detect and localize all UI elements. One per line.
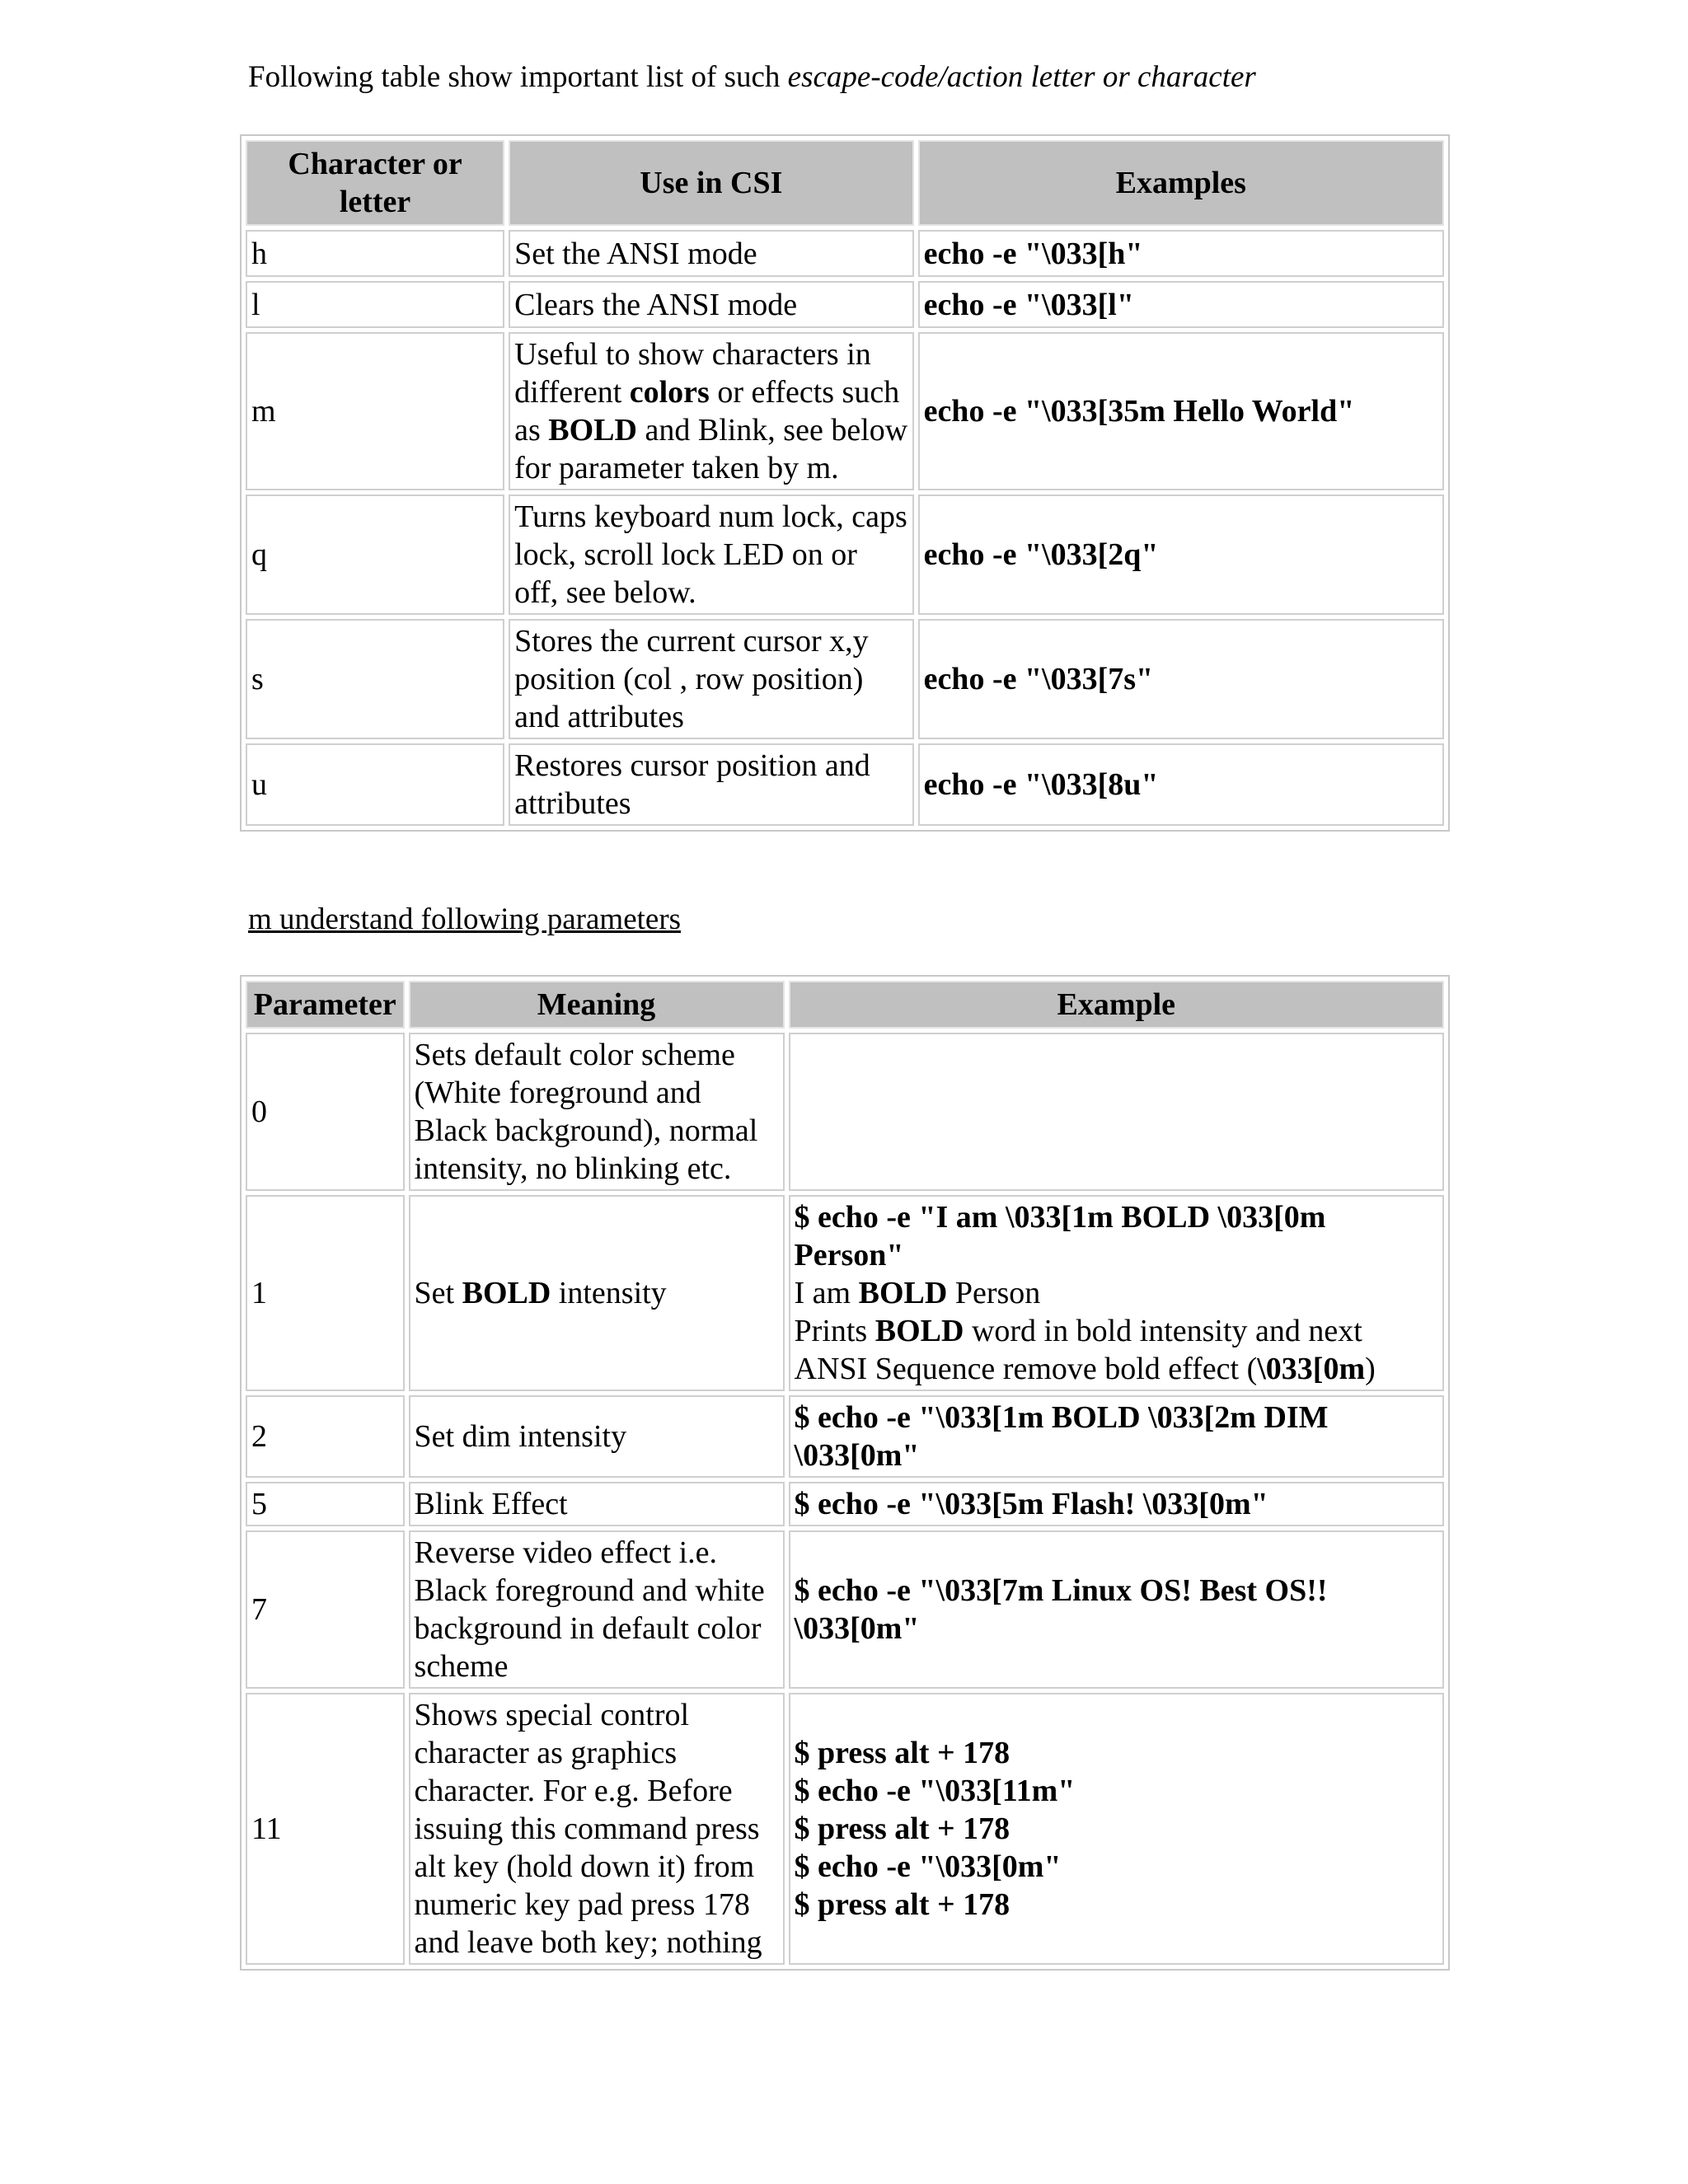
table-row <box>246 1482 1444 1526</box>
example-cell: echo -e "\033[h" <box>918 230 1444 277</box>
char-cell: m <box>246 332 504 490</box>
table-row <box>246 1693 1444 1965</box>
example-line: $ press alt + 178 <box>794 1887 1010 1922</box>
param-cell: 5 <box>246 1482 405 1526</box>
output-text: Person <box>947 1276 1041 1310</box>
example-line: $ press alt + 178 <box>794 1811 1010 1846</box>
m-parameters-heading: m understand following parameters <box>248 902 682 936</box>
char-cell: s <box>246 619 504 739</box>
table-row <box>246 1530 1444 1689</box>
meaning-bold: BOLD <box>462 1276 551 1310</box>
meaning-cell: Reverse video effect i.e. Black foreground and white background in default color scheme <box>409 1530 785 1689</box>
table-row <box>246 1195 1444 1391</box>
example-cell: echo -e "\033[8u" <box>918 743 1444 826</box>
output-text: I am <box>794 1276 859 1310</box>
param-cell: 11 <box>246 1693 405 1965</box>
example-line: $ echo -e "\033[11m" <box>794 1774 1076 1808</box>
table-row <box>246 281 1444 328</box>
intro-text: Following table show important list of such <box>248 60 788 94</box>
example-cell <box>789 1033 1444 1191</box>
example-cell: echo -e "\033[7s" <box>918 619 1444 739</box>
output-bold: BOLD <box>858 1276 948 1310</box>
header-examples: Examples <box>918 140 1444 226</box>
table-row <box>246 494 1444 615</box>
meaning-cell: Blink Effect <box>409 1482 785 1526</box>
example-line: $ press alt + 178 <box>794 1736 1010 1770</box>
csi-letter-table <box>240 134 1450 832</box>
use-text: and Blink, see below for parameter taken by m. <box>514 413 908 485</box>
header-character: Character or letter <box>246 140 504 226</box>
note-code: \033[0m <box>1257 1352 1366 1386</box>
meaning-text: Set <box>414 1276 462 1310</box>
header-use: Use in CSI <box>509 140 913 226</box>
use-cell: Clears the ANSI mode <box>509 281 913 328</box>
meaning-cell: Sets default color scheme (White foreground and Black background), normal intensity, no blinking etc. <box>409 1033 785 1191</box>
note-text: ) <box>1365 1352 1376 1386</box>
use-cell: Turns keyboard num lock, caps lock, scroll lock LED on or off, see below. <box>509 494 913 615</box>
table-row <box>246 332 1444 490</box>
intro-paragraph <box>248 56 1256 99</box>
note-text: Prints <box>794 1314 875 1348</box>
m-parameter-table <box>240 975 1450 1971</box>
use-cell: Set the ANSI mode <box>509 230 913 277</box>
example-cell: $ echo -e "\033[1m BOLD \033[2m DIM \033[0m" <box>789 1395 1444 1478</box>
meaning-cell <box>409 1195 785 1391</box>
meaning-text: intensity <box>551 1276 667 1310</box>
table-header-row <box>246 140 1444 226</box>
use-cell: Restores cursor position and attributes <box>509 743 913 826</box>
use-text: or effects such as <box>514 375 900 448</box>
param-cell: 2 <box>246 1395 405 1478</box>
example-cell: echo -e "\033[l" <box>918 281 1444 328</box>
use-cell: Stores the current cursor x,y position (col , row position) and attributes <box>509 619 913 739</box>
param-cell: 1 <box>246 1195 405 1391</box>
table-header-row <box>246 981 1444 1029</box>
use-bold-colors: colors <box>629 375 710 410</box>
example-cell <box>789 1693 1444 1965</box>
use-cell <box>509 332 913 490</box>
example-cell: echo -e "\033[2q" <box>918 494 1444 615</box>
meaning-cell: Shows special control character as graphics character. For e.g. Before issuing this command press alt key (hold down it) from numeric key pad press 178 and leave both key; nothing <box>409 1693 785 1965</box>
intro-emphasis: escape-code/action letter or character <box>787 60 1256 94</box>
example-cell: $ echo -e "\033[5m Flash! \033[0m" <box>789 1482 1444 1526</box>
example-cell: echo -e "\033[35m Hello World" <box>918 332 1444 490</box>
use-bold-bold: BOLD <box>548 413 637 448</box>
char-cell: u <box>246 743 504 826</box>
table-row <box>246 230 1444 277</box>
param-cell: 0 <box>246 1033 405 1191</box>
example-note <box>795 1312 1438 1388</box>
note-text: word in bold intensity and next ANSI Sequence remove bold effect ( <box>794 1314 1362 1386</box>
meaning-cell: Set dim intensity <box>409 1395 785 1478</box>
char-cell: q <box>246 494 504 615</box>
header-parameter: Parameter <box>246 981 405 1029</box>
char-cell: h <box>246 230 504 277</box>
header-meaning: Meaning <box>409 981 785 1029</box>
table-row <box>246 619 1444 739</box>
table-row <box>246 743 1444 826</box>
param-cell: 7 <box>246 1530 405 1689</box>
char-cell: l <box>246 281 504 328</box>
example-cell <box>789 1195 1444 1391</box>
example-command: $ echo -e "I am \033[1m BOLD \033[0m Person" <box>794 1200 1326 1272</box>
example-output <box>795 1274 1438 1312</box>
table-row <box>246 1395 1444 1478</box>
header-example: Example <box>789 981 1444 1029</box>
note-bold: BOLD <box>874 1314 964 1348</box>
use-text: Useful to show characters in different <box>514 337 871 410</box>
table-row <box>246 1033 1444 1191</box>
example-line: $ echo -e "\033[0m" <box>794 1849 1062 1884</box>
example-cell: $ echo -e "\033[7m Linux OS! Best OS!! \033[0m" <box>789 1530 1444 1689</box>
